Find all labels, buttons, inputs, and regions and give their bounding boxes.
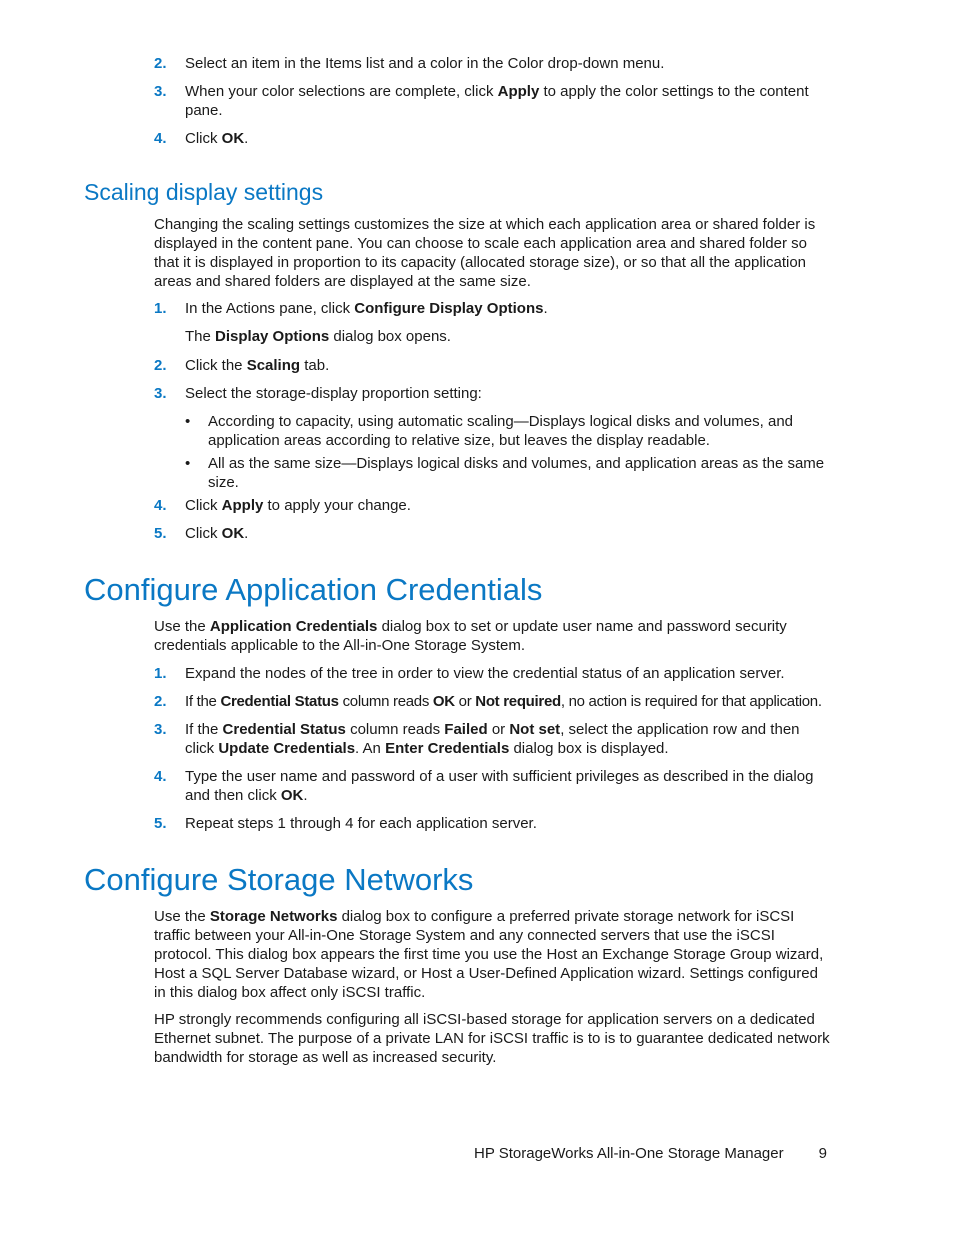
step-text: If the Credential Status column reads OK or Not required, no action is required for that application. (185, 693, 822, 710)
bullet-item (185, 412, 830, 450)
step-text: Expand the nodes of the tree in order to view the credential status of an application server. (185, 665, 785, 682)
step-text: Click the Scaling tab. (185, 357, 330, 374)
step-item (154, 814, 830, 833)
step-number: 4. (154, 130, 167, 147)
step-text: Click Apply to apply your change. (185, 497, 411, 514)
step-text: Repeat steps 1 through 4 for each application server. (185, 815, 537, 832)
step-number: 3. (154, 83, 167, 100)
step-text: Select the storage-display proportion setting: (185, 385, 482, 402)
step-number: 1. (154, 300, 167, 317)
step-text: Select an item in the Items list and a color in the Color drop-down menu. (185, 55, 665, 72)
bold-term: Enter Credentials (385, 740, 510, 757)
bold-term: Credential Status (220, 693, 339, 710)
bold-term: Application Credentials (209, 618, 378, 635)
step-number: 5. (154, 815, 167, 832)
bullet-glyph: • (185, 413, 191, 430)
step-item (154, 664, 830, 683)
bold-term: OK (221, 130, 245, 147)
step-text: In the Actions pane, click Configure Display Options. (185, 300, 548, 317)
step-number: 2. (154, 55, 167, 72)
step-item (154, 692, 830, 711)
bold-term: Apply (497, 83, 540, 100)
bold-term: OK (432, 693, 455, 710)
bullet-glyph: • (185, 455, 191, 472)
footer-title: HP StorageWorks All-in-One Storage Manager (474, 1145, 784, 1162)
step-item (154, 356, 830, 375)
step-item (154, 129, 830, 148)
step-text: Click OK. (185, 130, 249, 147)
step-item (154, 524, 830, 543)
step-item (154, 82, 830, 120)
section-subheading-scaling: Scaling display settings (84, 179, 324, 205)
networks-intro-paragraph: Use the Storage Networks dialog box to configure a preferred private storage network for iSCSI traffic between your All-in-One Storage System and any connected servers that use the iSCSI protocol. This dialog box appears the first time you use the Host an Exchange Storage Group wizard, Host a SQL Server Database wizard, or Host a User-Defined Application wizard. Settings configured in this dialog box affect only iSCSI traffic. (154, 908, 824, 1001)
step-text: Type the user name and password of a user with sufficient privileges as described in the dialog and then click OK. (185, 768, 814, 804)
step-number: 4. (154, 497, 167, 514)
section-heading-credentials: Configure Application Credentials (84, 572, 543, 607)
step-item (154, 496, 830, 515)
step-number: 2. (154, 693, 167, 710)
bold-term: Not set (509, 721, 561, 738)
bold-term: Not required (475, 693, 561, 710)
bullet-item (185, 454, 830, 492)
step-number: 5. (154, 525, 167, 542)
step-text: Click OK. (185, 525, 249, 542)
step-number: 3. (154, 721, 167, 738)
bold-term: Storage Networks (209, 908, 338, 925)
step-number: 2. (154, 357, 167, 374)
step-item (154, 384, 830, 403)
page-number: 9 (818, 1145, 827, 1162)
bold-term: Configure Display Options (354, 300, 544, 317)
bold-term: Credential Status (222, 721, 346, 738)
step-item (154, 299, 830, 318)
bold-term: OK (221, 525, 245, 542)
section-heading-networks: Configure Storage Networks (84, 862, 474, 897)
bullet-text: According to capacity, using automatic scaling—Displays logical disks and volumes, and application areas according to relative size, but leaves the display readable. (208, 413, 794, 449)
bold-term: Update Credentials (218, 740, 356, 757)
bold-term: Failed (444, 721, 488, 738)
step-text: If the Credential Status column reads Failed or Not set, select the application row and then click Update Credentials. An Enter Credentials dialog box is displayed. (185, 721, 800, 757)
step-item (154, 767, 830, 805)
step-number: 3. (154, 385, 167, 402)
step-number: 1. (154, 665, 167, 682)
bold-term: OK (280, 787, 304, 804)
bullet-text: All as the same size—Displays logical disks and volumes, and application areas as the same size. (208, 455, 825, 491)
networks-second-paragraph: HP strongly recommends configuring all iSCSI-based storage for application servers on a dedicated Ethernet subnet. The purpose of a private LAN for iSCSI traffic is to is to guarantee dedicated network bandwidth for storage as well as increased security. (154, 1011, 830, 1066)
bold-term: Display Options (215, 328, 330, 345)
scaling-intro-paragraph: Changing the scaling settings customizes the size at which each application area or shared folder is displayed in the content pane. You can choose to scale each application area and shared folder so that it is displayed in proportion to its capacity (allocated storage size), or so that all the application areas and shared folders are displayed at the same size. (154, 216, 816, 290)
bold-term: Scaling (246, 357, 301, 374)
step-item (154, 54, 830, 73)
step-note: The Display Options dialog box opens. (185, 328, 451, 345)
step-text: When your color selections are complete, click Apply to apply the color settings to the content pane. (185, 83, 809, 119)
step-item (154, 720, 830, 758)
bold-term: Apply (221, 497, 264, 514)
credentials-intro-paragraph: Use the Application Credentials dialog box to set or update user name and password security credentials applicable to the All-in-One Storage System. (154, 618, 787, 654)
step-number: 4. (154, 768, 167, 785)
